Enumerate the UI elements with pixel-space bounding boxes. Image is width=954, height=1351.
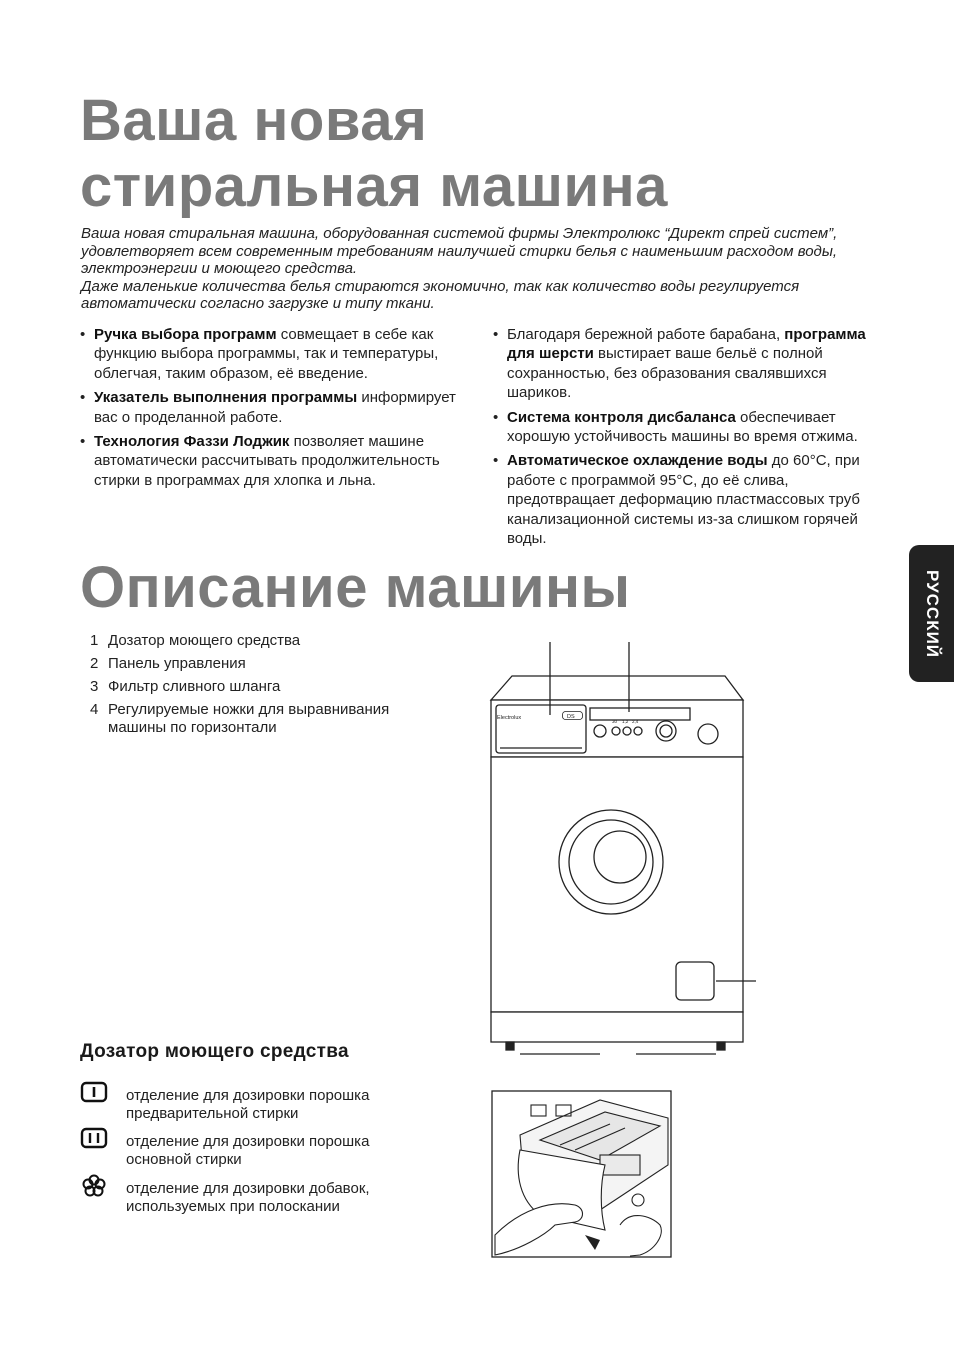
feature-term: программа для шерсти — [507, 326, 866, 363]
feature-term: Автоматическое охлаждение воды — [507, 452, 768, 470]
machine-brand-label — [497, 712, 537, 722]
feature-item — [80, 388, 460, 427]
feature-list-right — [493, 325, 883, 553]
feature-text: информирует вас о проделанной работе. — [94, 389, 456, 426]
washing-machine-illustration — [480, 640, 770, 1060]
part-number: 4 — [90, 701, 99, 718]
dispenser-item-text: отделение для дозировки порошка предварительной стирки — [126, 1087, 370, 1122]
badge-text: DS — [567, 714, 575, 720]
parts-list-item — [90, 701, 430, 737]
softener-flower-icon — [80, 1174, 110, 1198]
language-tab — [909, 545, 954, 682]
part-number: 3 — [90, 678, 99, 695]
section-title-description: Описание машины — [80, 555, 631, 620]
intro-text — [81, 225, 881, 313]
page-title-line-1: Ваша новая — [80, 88, 428, 153]
language-tab-label: РУССКИЙ — [922, 569, 942, 658]
brand-text: Electrolux — [497, 715, 522, 721]
feature-text: совмещает в себе как функцию выбора программы, так и температуры, облегчая, таким образом, её введение. — [94, 326, 439, 382]
feature-text: выстирает ваше бельё с полной сохранностью, без образования свалявшихся шариков. — [507, 345, 827, 402]
feature-term: Ручка выбора программ — [94, 326, 277, 343]
part-label: Фильтр сливного шланга — [108, 678, 281, 695]
part-label: Дозатор моющего средства — [108, 632, 301, 649]
machine-ds-badge — [562, 711, 584, 721]
machine-panel-labels — [612, 716, 642, 726]
panel-label: 30 — [612, 719, 618, 724]
feature-lead-text: Благодаря бережной работе барабана, — [507, 326, 785, 343]
part-label: Панель управления — [108, 655, 246, 672]
parts-list — [90, 632, 430, 742]
feature-term: Система контроля дисбаланса — [507, 408, 736, 426]
prewash-compartment-icon — [80, 1081, 110, 1105]
part-number: 1 — [90, 632, 99, 649]
panel-label: 2,4 — [632, 719, 639, 724]
feature-list-left — [80, 325, 460, 495]
feature-text: обеспечивает хорошую устойчивость машины во время отжима. — [507, 408, 858, 446]
feature-item — [493, 451, 883, 548]
feature-item — [493, 408, 883, 447]
panel-label: 1,2 — [622, 719, 629, 724]
section-title-dispenser: Дозатор моющего средства — [80, 1041, 349, 1062]
page-title — [80, 88, 668, 220]
intro-paragraph-1: Ваша новая стиральная машина, оборудованная системой фирмы Электролюкс “Директ спрей систем”, удовлетворяет всем современным требованиям наилучшей стирки белья с наименьшим расходом воды, электроэнергии и моющего средства. — [81, 225, 838, 278]
parts-list-item — [90, 632, 430, 650]
parts-list-item — [90, 678, 430, 696]
feature-item — [80, 432, 460, 490]
feature-term: Технология Фаззи Лоджик — [94, 433, 290, 451]
intro-paragraph-2: Даже маленькие количества белья стираются экономично, так как количество воды регулируется автоматически согласно загрузке и типу ткани. — [81, 277, 800, 313]
feature-item — [80, 325, 460, 383]
page-title-line-2: стиральная машина — [80, 154, 668, 219]
feature-text: позволяет машине автоматически рассчитывать продолжительность стирки в программах для хлопка и льна. — [94, 433, 440, 489]
dispenser-item-text: отделение для дозировки порошка основной стирки — [126, 1133, 370, 1168]
mainwash-compartment-icon — [80, 1127, 110, 1151]
feature-term: Указатель выполнения программы — [94, 389, 358, 407]
part-number: 2 — [90, 655, 99, 672]
detergent-drawer-illustration — [491, 1090, 673, 1260]
feature-item — [493, 325, 883, 403]
parts-list-item — [90, 655, 430, 673]
dispenser-item-text: отделение для дозировки добавок, используемых при полоскании — [126, 1180, 370, 1215]
feature-text: до 60°C, при работе с программой 95°C, до её слива, предотвращает деформацию пластмассовых труб канализационной системы из-за слишком горячей воды. — [507, 452, 860, 548]
part-label: Регулируемые ножки для выравнивания машины по горизонтали — [108, 701, 390, 736]
